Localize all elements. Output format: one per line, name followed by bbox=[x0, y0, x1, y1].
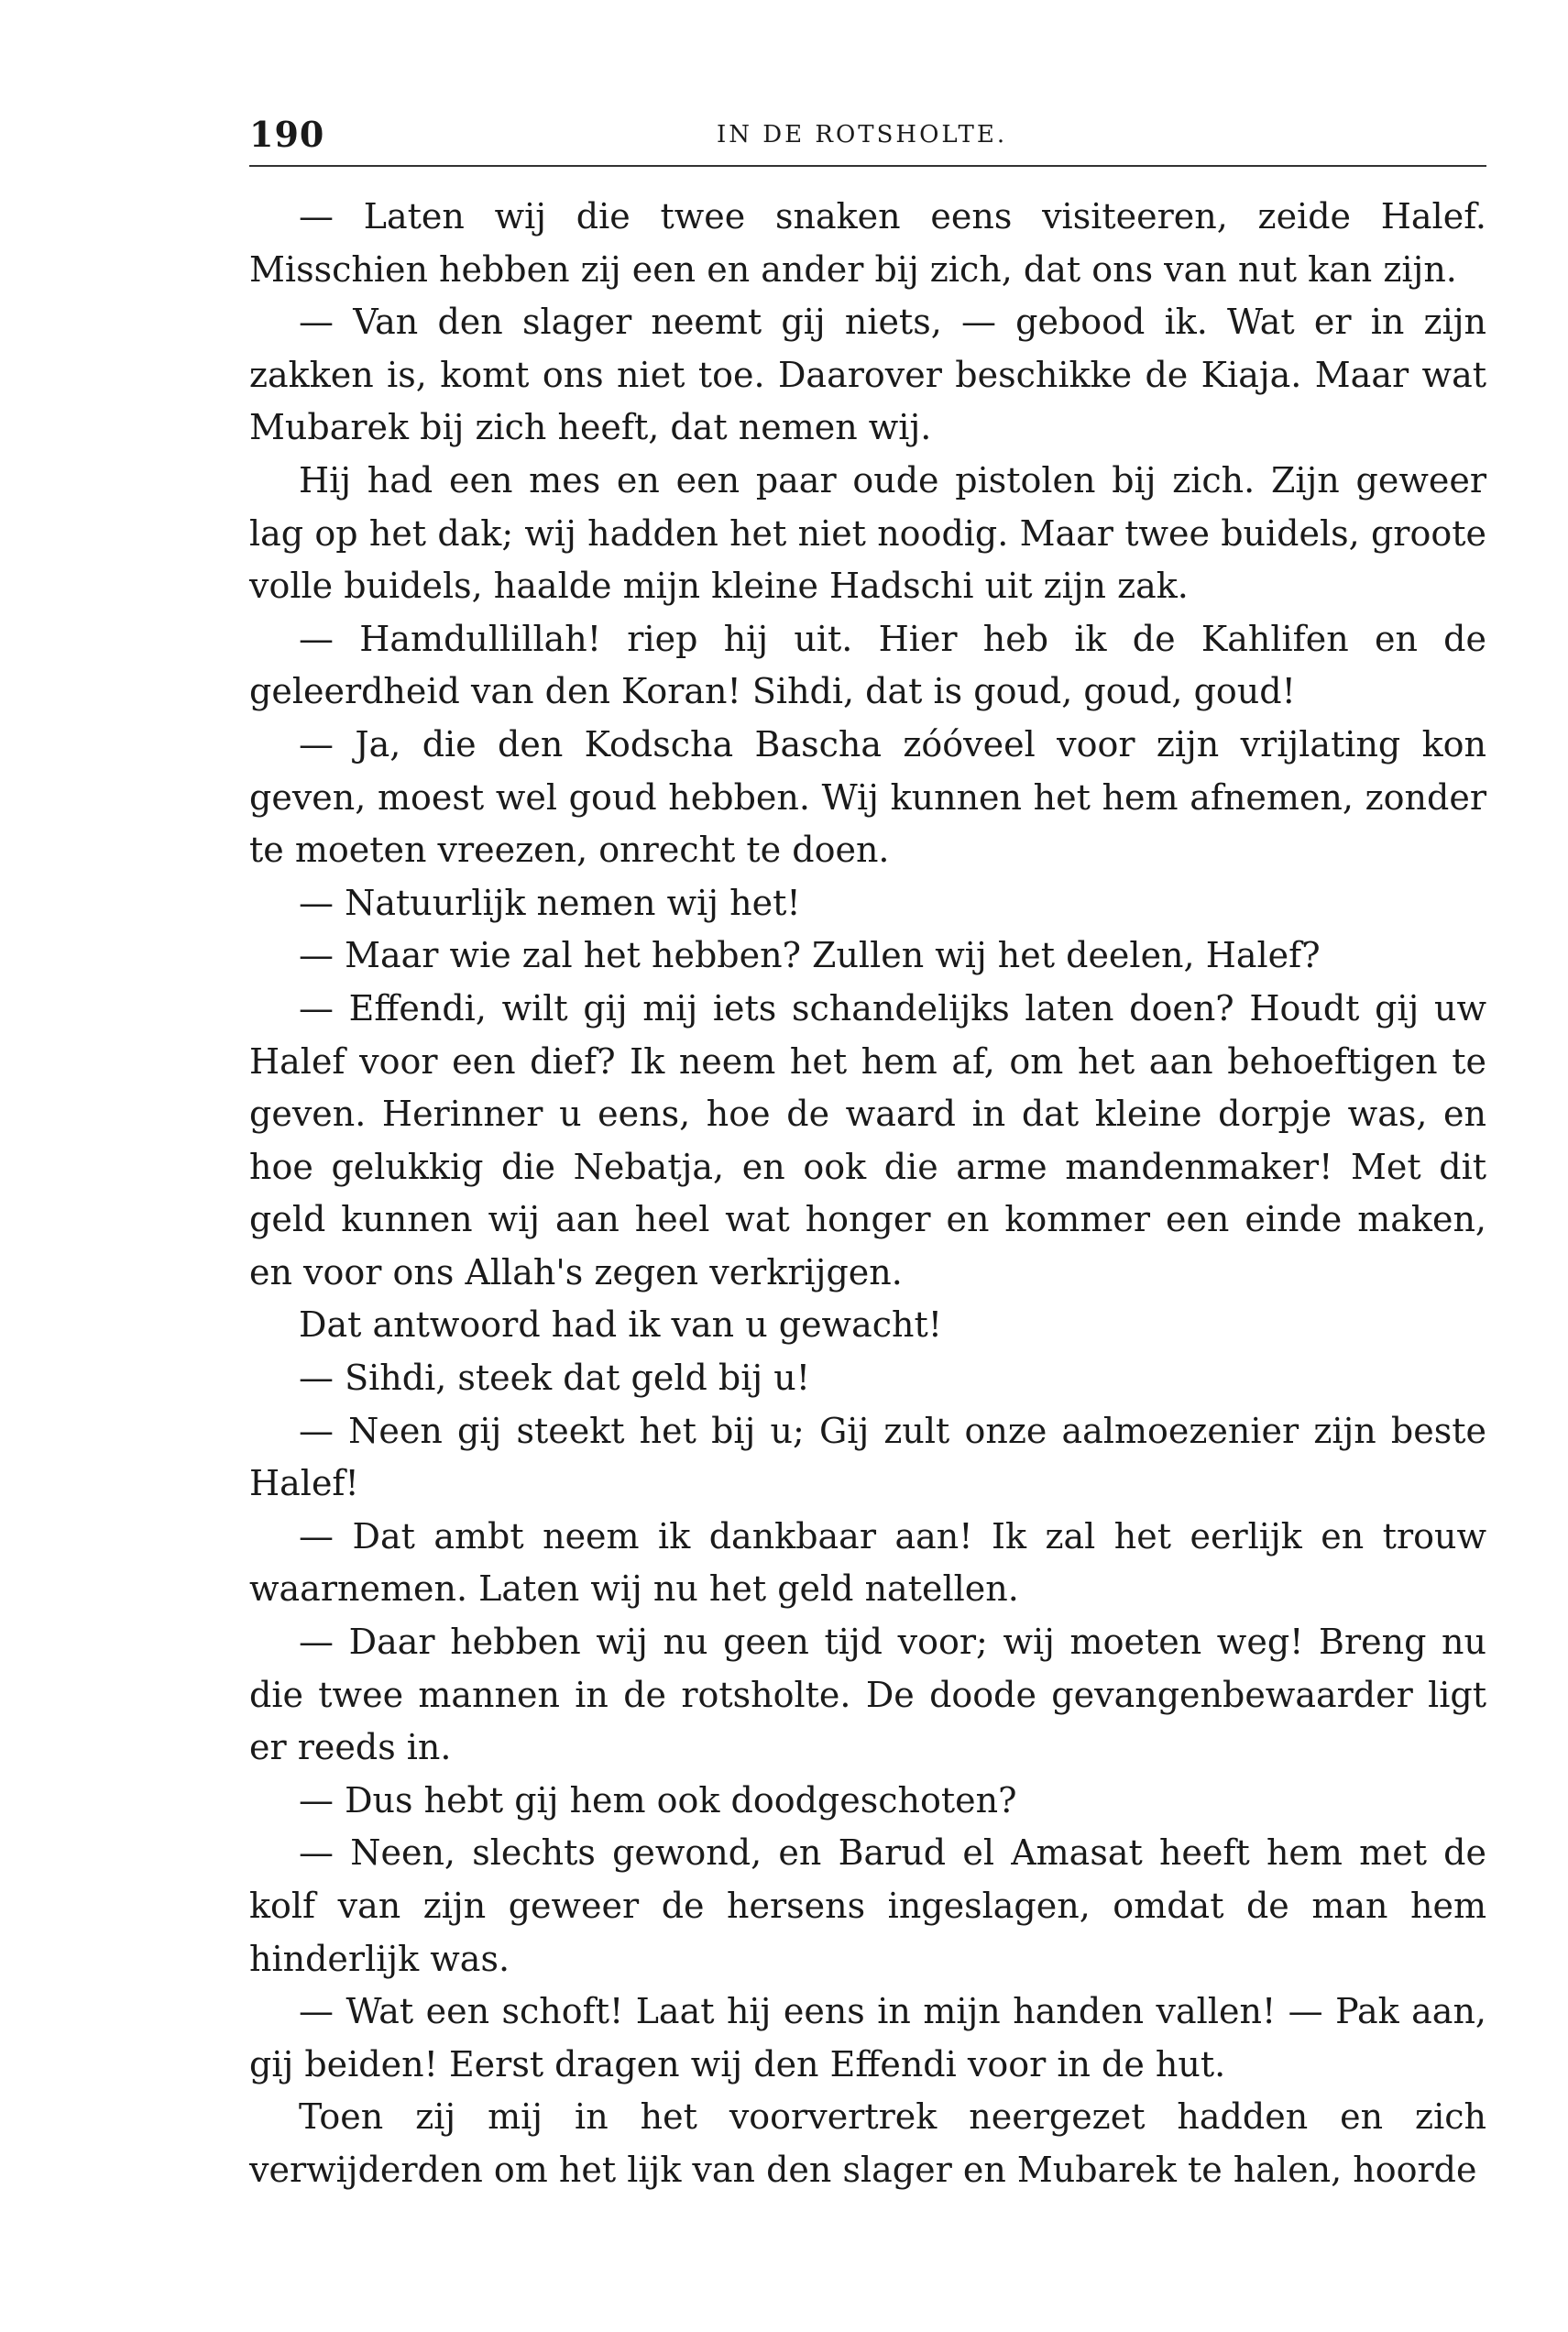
paragraph: Hij had een mes en een paar oude pistolen bij zich. Zijn geweer lag op het dak; wij hadden het niet noodig. Maar twee buidels, groote volle buidels, haalde mijn kleine Hadschi uit zijn zak. bbox=[249, 459, 1486, 607]
paragraph: — Wat een schoft! Laat hij eens in mijn handen vallen! — Pak aan, gij beiden! Eerst dragen wij den Effendi voor in de hut. bbox=[249, 1991, 1486, 2084]
running-head bbox=[249, 110, 1486, 165]
paragraph: — Neen, slechts gewond, en Barud el Amasat heeft hem met de kolf van zijn geweer de hersens ingeslagen, omdat de man hem hinderlijk was. bbox=[249, 1832, 1486, 1979]
header-rule bbox=[249, 165, 1486, 167]
paragraph: — Ja, die den Kodscha Bascha zóóveel voor zijn vrijlating kon geven, moest wel goud hebben. Wij kunnen het hem afnemen, zonder te moeten vreezen, onrecht te doen. bbox=[249, 723, 1486, 871]
body-text bbox=[249, 191, 1486, 2197]
paragraph: — Effendi, wilt gij mij iets schandelijks laten doen? Houdt gij uw Halef voor een dief? Ik neem het hem af, om het aan behoeftigen te geven. Herinner u eens, hoe de waard in dat kleine dorpje was, en hoe gelukkig die Nebatja, en ook die arme mandenmaker! Met dit geld kunnen wij aan heel wat honger en kommer een einde maken, en voor ons Allah's zegen verkrijgen. bbox=[249, 987, 1486, 1292]
paragraph: — Laten wij die twee snaken eens visiteeren, zeide Halef. Misschien hebben zij een en ander bij zich, dat ons van nut kan zijn. bbox=[249, 196, 1486, 290]
paragraph: — Sihdi, steek dat geld bij u! bbox=[299, 1358, 811, 1399]
page-number: 190 bbox=[249, 114, 325, 155]
paragraph: Toen zij mij in het voorvertrek neergezet hadden en zich verwijderden om het lijk van den slager en Mubarek te halen, hoorde bbox=[249, 2096, 1486, 2190]
paragraph: — Maar wie zal het hebben? Zullen wij het deelen, Halef? bbox=[299, 935, 1321, 976]
paragraph: — Daar hebben wij nu geen tijd voor; wij moeten weg! Breng nu die twee mannen in de rotsholte. De doode gevangenbewaarder ligt er reeds in. bbox=[249, 1622, 1486, 1768]
paragraph: — Natuurlijk nemen wij het! bbox=[299, 882, 801, 923]
paragraph: Dat antwoord had ik van u gewacht! bbox=[299, 1304, 943, 1346]
paragraph: — Dus hebt gij hem ook doodgeschoten? bbox=[299, 1779, 1017, 1820]
running-title: IN DE ROTSHOLTE. bbox=[717, 121, 1008, 148]
paragraph: — Van den slager neemt gij niets, — gebood ik. Wat er in zijn zakken is, komt ons niet toe. Daarover beschikke de Kiaja. Maar wat Mubarek bij zich heeft, dat nemen wij. bbox=[249, 302, 1486, 448]
paragraph: — Hamdullillah! riep hij uit. Hier heb ik de Kahlifen en de geleerdheid van den Koran! Sihdi, dat is goud, goud, goud! bbox=[249, 618, 1486, 712]
paragraph: — Neen gij steekt het bij u; Gij zult onze aalmoezenier zijn beste Halef! bbox=[249, 1410, 1486, 1504]
paragraph: — Dat ambt neem ik dankbaar aan! Ik zal het eerlijk en trouw waarnemen. Laten wij nu het geld natellen. bbox=[249, 1515, 1486, 1610]
